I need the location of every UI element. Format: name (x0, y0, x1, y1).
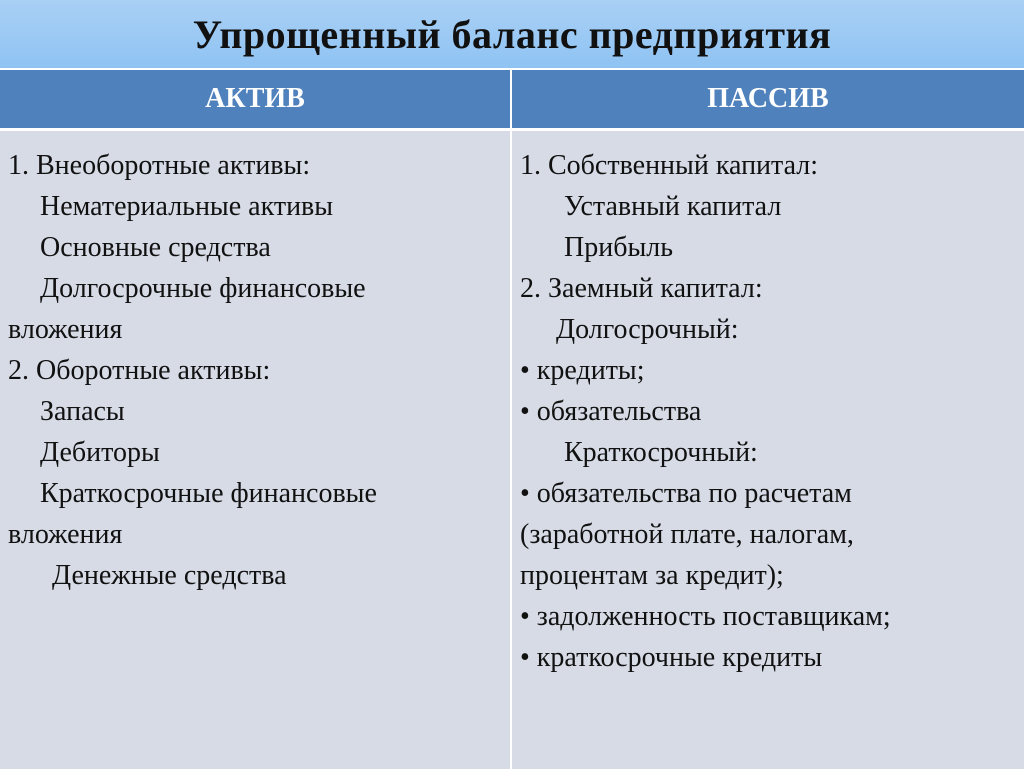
passiv-line: 2. Заемный капитал: (520, 273, 763, 304)
aktiv-line: Денежные средства (52, 560, 287, 591)
passiv-line: • обязательства (520, 396, 702, 427)
passiv-line: • кредиты; (520, 355, 645, 386)
table-header-row (0, 70, 1024, 131)
aktiv-line: Дебиторы (40, 437, 160, 468)
aktiv-line: Запасы (40, 396, 125, 427)
column-header-passiv: ПАССИВ (707, 83, 829, 114)
page-title: Упрощенный баланс предприятия (192, 11, 832, 57)
passiv-line: 1. Собственный капитал: (520, 150, 819, 181)
passiv-line: Уставный капитал (564, 191, 782, 222)
passiv-line: Долгосрочный: (556, 314, 739, 345)
aktiv-line: Долгосрочные финансовые (40, 273, 366, 304)
aktiv-cell (0, 131, 510, 769)
aktiv-line: вложения (8, 519, 123, 550)
passiv-line: • краткосрочные кредиты (520, 642, 823, 673)
aktiv-line: Основные средства (40, 232, 271, 263)
passiv-line: • обязательства по расчетам (520, 478, 852, 509)
title-bar (0, 0, 1024, 68)
aktiv-line: 2. Оборотные активы: (8, 355, 271, 386)
passiv-line: • задолженность поставщикам; (520, 601, 891, 632)
balance-table (0, 68, 1024, 769)
passiv-cell (512, 131, 1024, 769)
passiv-line: (заработной плате, налогам, (520, 519, 854, 550)
passiv-line: Прибыль (564, 232, 674, 263)
aktiv-line: Нематериальные активы (40, 191, 334, 222)
aktiv-line: Краткосрочные финансовые (40, 478, 377, 509)
passiv-line: процентам за кредит); (520, 560, 784, 591)
column-header-aktiv: АКТИВ (205, 83, 305, 114)
aktiv-line: 1. Внеоборотные активы: (8, 150, 311, 181)
aktiv-line: вложения (8, 314, 123, 345)
passiv-line: Краткосрочный: (564, 437, 758, 468)
